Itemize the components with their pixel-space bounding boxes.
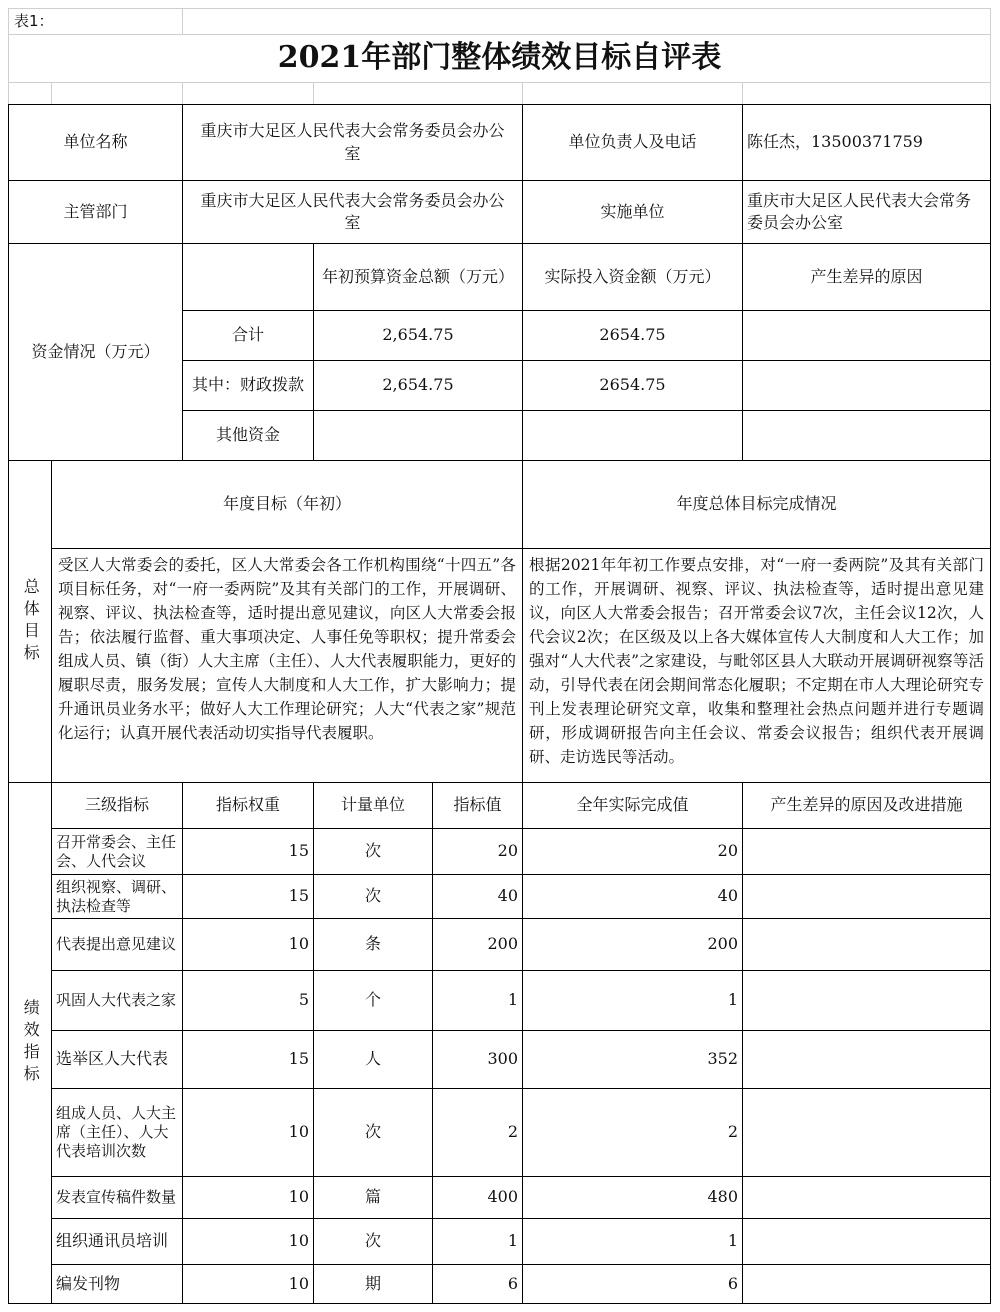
funds-row-reason xyxy=(743,361,990,410)
indicator-weight: 10 xyxy=(288,1187,309,1207)
indicators-section-text: 绩效指标 xyxy=(21,999,41,1087)
funds-row-budget xyxy=(314,411,522,460)
table-border xyxy=(8,1303,991,1304)
indicator-target: 6 xyxy=(507,1273,518,1293)
responsible-value: 陈任杰，13500371759 xyxy=(747,132,923,152)
indicator-unit: 条 xyxy=(364,934,381,954)
indicator-unit: 次 xyxy=(364,1231,381,1251)
indicator-target: 400 xyxy=(487,1187,518,1207)
indicator-name: 发表宣传稿件数量 xyxy=(56,1188,177,1206)
funds-row-actual xyxy=(523,411,742,460)
indicator-reason xyxy=(743,875,990,918)
indicator-name: 编发刊物 xyxy=(56,1273,121,1293)
indicator-actual: 1 xyxy=(727,1231,738,1251)
indicator-weight: 10 xyxy=(288,1231,309,1251)
funds-row-actual: 2654.75 xyxy=(599,375,666,395)
funds-col-budget: 年初预算资金总额（万元） xyxy=(322,266,515,286)
indicator-name: 组成人员、人大主席（主任）、人大代表培训次数 xyxy=(56,1104,177,1160)
funds-row-label: 其他资金 xyxy=(215,425,280,445)
impl-label: 实施单位 xyxy=(600,201,665,221)
indicator-actual: 6 xyxy=(727,1273,738,1293)
grid-line xyxy=(742,82,743,104)
indicator-unit: 个 xyxy=(364,990,381,1010)
grid-line xyxy=(182,82,183,104)
indicator-actual: 40 xyxy=(717,886,738,906)
grid-line xyxy=(522,82,523,104)
funds-col-reason: 产生差异的原因 xyxy=(810,266,923,286)
grid-line xyxy=(182,8,183,34)
impl-value: 重庆市大足区人民代表大会常务委员会办公室 xyxy=(747,190,972,232)
goals-section-label xyxy=(12,461,48,782)
indicator-name: 组织视察、调研、执法检查等 xyxy=(56,877,177,915)
indicator-name: 选举区人大代表 xyxy=(56,1049,169,1069)
dept-value: 重庆市大足区人民代表大会常务委员会办公室 xyxy=(200,190,505,232)
indicator-weight: 15 xyxy=(288,1049,309,1069)
indicator-weight: 10 xyxy=(288,1122,309,1142)
indicator-target: 300 xyxy=(487,1049,518,1069)
funds-row-label: 其中：财政拨款 xyxy=(191,375,304,395)
indicator-target: 2 xyxy=(507,1122,518,1142)
annual-goal-header: 年度目标（年初） xyxy=(222,494,351,514)
indicator-header: 指标值 xyxy=(453,795,502,815)
indicator-unit: 人 xyxy=(364,1049,381,1069)
indicator-unit: 篇 xyxy=(364,1187,381,1207)
indicator-weight: 10 xyxy=(288,1273,309,1293)
indicator-weight: 15 xyxy=(288,841,309,861)
indicator-reason xyxy=(743,1089,990,1176)
indicator-target: 1 xyxy=(507,1231,518,1251)
indicator-actual: 352 xyxy=(707,1049,738,1069)
indicator-name: 组织通讯员培训 xyxy=(56,1231,169,1251)
indicator-actual: 2 xyxy=(727,1122,738,1142)
indicator-name: 代表提出意见建议 xyxy=(56,935,177,953)
funds-section-label: 资金情况（万元） xyxy=(31,341,160,361)
indicator-header: 三级指标 xyxy=(84,795,149,815)
indicator-reason xyxy=(743,1177,990,1218)
indicator-actual: 480 xyxy=(707,1187,738,1207)
table-label: 表1： xyxy=(14,12,54,30)
completion-text: 根据2021年年初工作要点安排，对“一府一委两院”及其有关部门的工作，开展调研、视察、评议、执法检查等，适时提出意见建议，向区人大常委会报告；召开常委会议7次，主任会议12次，人代会议2次；在区级及以上各大媒体宣传人大制度和人大工作；加强对“人大代表”之家建设，与毗邻区县人大联动开展调研视察等活动，引导代表在闭会期间常态化履职；不定期在市人大理论研究专刊上发表理论研究文章，收集和整理社会热点问题并进行专题调研，形成调研报告向主任会议、常委会议报告；组织代表开展调研、走访选民等活动。 xyxy=(529,556,984,766)
funds-row-reason xyxy=(743,311,990,360)
indicator-unit: 次 xyxy=(364,841,381,861)
indicator-actual: 1 xyxy=(727,990,738,1010)
grid-line xyxy=(313,82,314,104)
indicator-reason xyxy=(743,829,990,874)
indicator-actual: 200 xyxy=(707,934,738,954)
page-title: 2021年部门整体绩效目标自评表 xyxy=(277,40,722,75)
indicator-unit: 期 xyxy=(364,1273,381,1293)
indicator-weight: 5 xyxy=(298,990,309,1010)
indicator-weight: 15 xyxy=(288,886,309,906)
indicator-actual: 20 xyxy=(717,841,738,861)
indicator-reason xyxy=(743,1265,990,1303)
grid-line xyxy=(8,82,991,83)
indicator-header: 计量单位 xyxy=(340,795,405,815)
responsible-label: 单位负责人及电话 xyxy=(568,132,697,152)
table-border xyxy=(990,104,991,1304)
completion-header: 年度总体目标完成情况 xyxy=(676,494,837,514)
indicator-reason xyxy=(743,1219,990,1264)
dept-label: 主管部门 xyxy=(63,201,128,221)
indicator-name: 召开常委会、主任会、人代会议 xyxy=(56,832,177,870)
indicators-section-label xyxy=(12,783,48,1303)
indicator-unit: 次 xyxy=(364,886,381,906)
grid-line xyxy=(51,82,52,104)
unit-name-label: 单位名称 xyxy=(63,132,128,152)
indicator-target: 20 xyxy=(497,841,518,861)
indicator-target: 1 xyxy=(507,990,518,1010)
indicator-header: 指标权重 xyxy=(215,795,280,815)
indicator-header: 全年实际完成值 xyxy=(576,795,689,815)
indicator-reason xyxy=(743,919,990,970)
indicator-unit: 次 xyxy=(364,1122,381,1142)
funds-row-label: 合计 xyxy=(231,325,264,345)
goals-section-text: 总体目标 xyxy=(21,577,41,666)
indicator-target: 40 xyxy=(497,886,518,906)
indicator-reason xyxy=(743,971,990,1030)
funds-row-budget: 2,654.75 xyxy=(382,325,454,345)
indicator-name: 巩固人大代表之家 xyxy=(56,991,177,1009)
funds-col-actual: 实际投入资金额（万元） xyxy=(544,266,721,286)
funds-row-budget: 2,654.75 xyxy=(382,375,454,395)
indicator-reason xyxy=(743,1031,990,1088)
indicator-weight: 10 xyxy=(288,934,309,954)
unit-name-value: 重庆市大足区人民代表大会常务委员会办公室 xyxy=(200,121,505,163)
annual-goal-text: 受区人大常委会的委托，区人大常委会各工作机构围绕“十四五”各项目标任务，对“一府一委两院”及其有关部门的工作，开展调研、视察、评议、执法检查等，适时提出意见建议，向区人大常委会报告；依法履行监督、重大事项决定、人事任免等职权；提升常委会组成人员、镇（街）人大主席（主任）、人大代表履职能力，更好的履职尽责，服务发展；宣传人大制度和人大工作，扩大影响力；提升通讯员业务水平；做好人大工作理论研究；人大“代表之家”规范化运行；认真开展代表活动切实指导代表履职。 xyxy=(58,556,516,742)
indicator-target: 200 xyxy=(487,934,518,954)
funds-row-reason xyxy=(743,411,990,460)
funds-row-actual: 2654.75 xyxy=(599,325,666,345)
indicator-header: 产生差异的原因及改进措施 xyxy=(770,795,963,815)
